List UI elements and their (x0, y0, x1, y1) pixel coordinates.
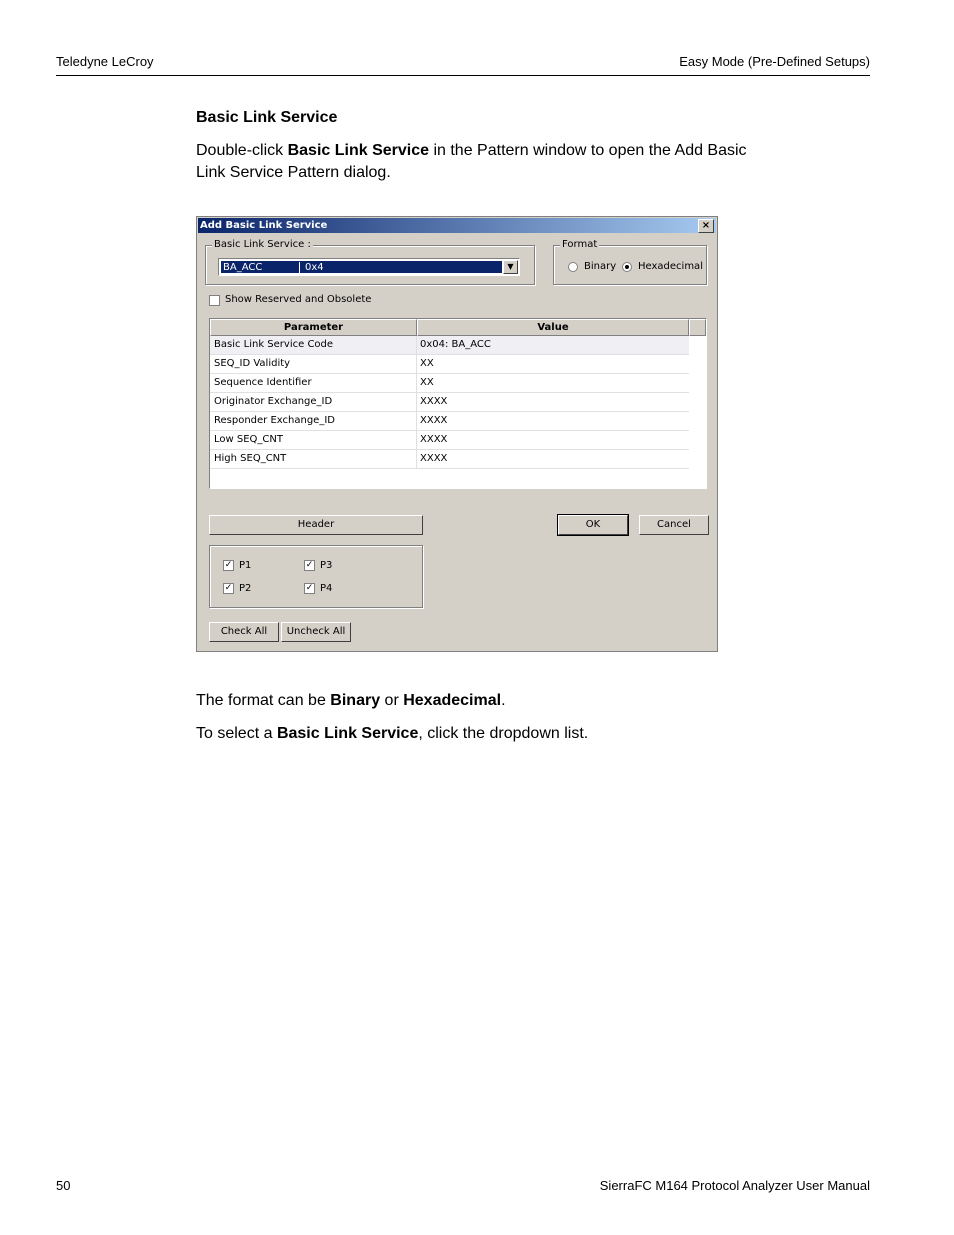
column-header-parameter[interactable]: Parameter (210, 319, 417, 336)
value-cell[interactable]: XX (420, 358, 434, 369)
port-p4-checkbox[interactable]: ✓ (305, 583, 314, 593)
format-hex-label: Hexadecimal (638, 261, 703, 272)
port-p2-checkbox[interactable]: ✓ (224, 583, 233, 593)
ok-button[interactable]: OK (558, 515, 628, 535)
close-icon[interactable]: × (698, 219, 714, 233)
show-reserved-label: Show Reserved and Obsolete (225, 294, 372, 305)
format-paragraph: The format can be Binary or Hexadecimal. (196, 692, 506, 709)
value-cell[interactable]: XXXX (420, 415, 448, 426)
port-p1-checkbox[interactable]: ✓ (224, 560, 233, 570)
section-title: Basic Link Service (196, 109, 338, 126)
footer-page-number: 50 (56, 1178, 71, 1193)
dialog-title: Add Basic Link Service (200, 220, 328, 231)
chevron-down-icon[interactable]: ▼ (503, 260, 518, 274)
service-group (205, 239, 535, 285)
uncheck-all-button[interactable]: Uncheck All (281, 622, 351, 642)
value-cell[interactable]: XXXX (420, 434, 448, 445)
param-cell: High SEQ_CNT (214, 453, 287, 464)
table-row[interactable] (210, 393, 689, 412)
table-row[interactable] (210, 336, 689, 355)
service-name: BA_ACC (223, 262, 300, 274)
port-p3-label: P3 (320, 560, 333, 571)
value-cell[interactable]: XXXX (420, 396, 448, 407)
service-dropdown[interactable] (218, 258, 520, 276)
add-basic-link-service-dialog (196, 216, 718, 652)
value-cell[interactable]: XXXX (420, 453, 448, 464)
header-button[interactable]: Header (209, 515, 423, 535)
param-cell: Sequence Identifier (214, 377, 312, 388)
header-company: Teledyne LeCroy (56, 54, 154, 69)
column-header-filler (689, 319, 706, 336)
service-group-label: Basic Link Service : (214, 239, 311, 250)
check-all-button[interactable]: Check All (209, 622, 279, 642)
format-binary-radio[interactable] (568, 262, 578, 272)
header-rule (56, 75, 870, 76)
port-p3-checkbox[interactable]: ✓ (305, 560, 314, 570)
table-row[interactable] (210, 355, 689, 374)
param-cell: Originator Exchange_ID (214, 396, 333, 407)
show-reserved-checkbox[interactable] (209, 295, 220, 306)
service-code: 0x4 (305, 262, 324, 273)
table-row[interactable] (210, 412, 689, 431)
param-cell: Low SEQ_CNT (214, 434, 283, 445)
intro-paragraph: Double-click Basic Link Service in the Pattern window to open the Add Basic Link Service Pattern dialog. (196, 142, 747, 181)
table-row[interactable] (210, 450, 689, 469)
cancel-button[interactable]: Cancel (639, 515, 709, 535)
table-row[interactable] (210, 431, 689, 450)
service-selection (221, 261, 502, 273)
header-chapter: Easy Mode (Pre-Defined Setups) (679, 54, 870, 69)
footer-manual-title: SierraFC M164 Protocol Analyzer User Manual (599, 1178, 870, 1193)
column-header-value[interactable]: Value (417, 319, 689, 336)
format-group (553, 239, 707, 285)
format-group-label: Format (562, 239, 598, 250)
format-binary-label: Binary (584, 261, 617, 272)
select-paragraph: To select a Basic Link Service, click the dropdown list. (196, 725, 589, 742)
port-p1-label: P1 (239, 560, 252, 571)
param-cell: Responder Exchange_ID (214, 415, 335, 426)
dialog-title-bar (198, 218, 716, 233)
parameter-grid (209, 318, 707, 489)
param-cell: Basic Link Service Code (214, 339, 334, 350)
format-hex-radio[interactable] (622, 262, 632, 272)
param-cell: SEQ_ID Validity (214, 358, 291, 369)
port-p4-label: P4 (320, 583, 333, 594)
port-p2-label: P2 (239, 583, 252, 594)
ports-group (209, 545, 423, 608)
value-cell[interactable]: XX (420, 377, 434, 388)
value-cell[interactable]: 0x04: BA_ACC (420, 339, 491, 350)
table-row[interactable] (210, 374, 689, 393)
